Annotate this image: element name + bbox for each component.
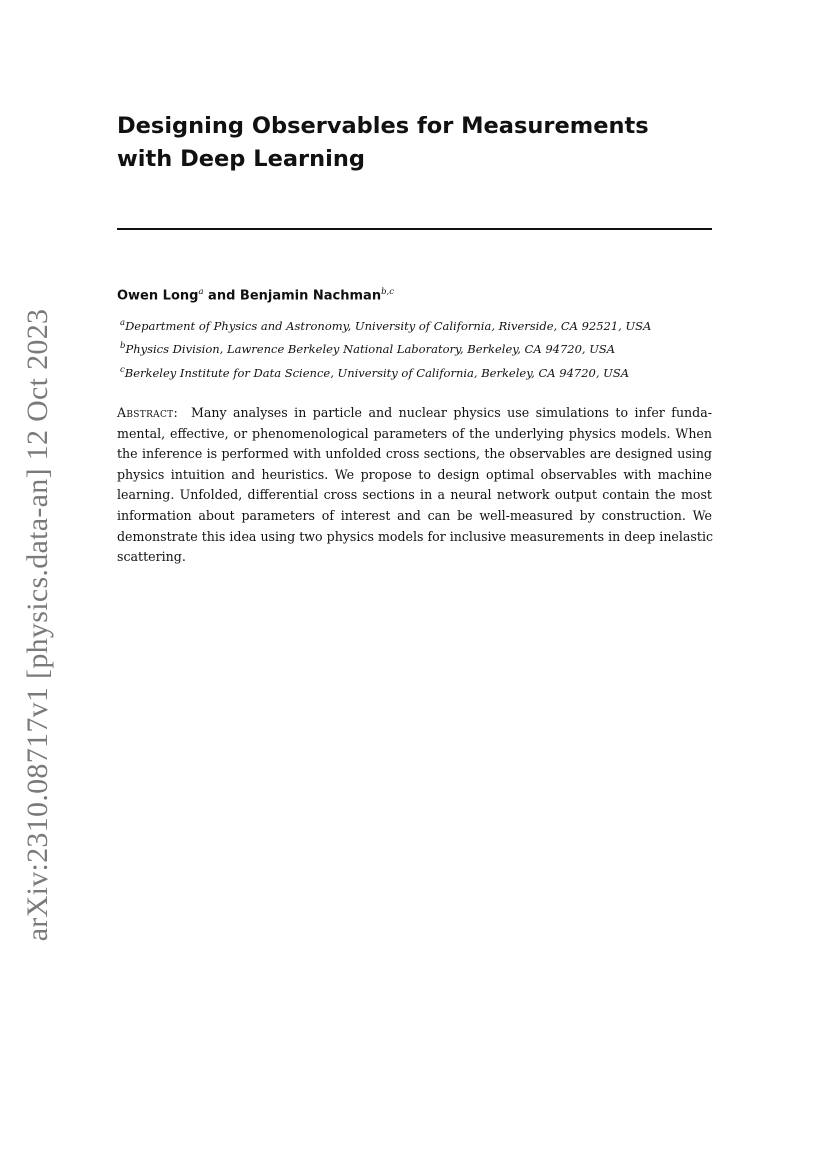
abstract-line: physics intuition and heuristics. We propose to design optimal observables with machine (117, 466, 712, 482)
abstract-line: scattering. (117, 549, 186, 565)
affiliation-text: Department of Physics and Astronomy, University of California, Riverside, CA 92521, USA (125, 318, 652, 333)
affiliation-mark: a (120, 318, 126, 328)
abstract-line: information about parameters of interest and can be well-measured by construction. We (117, 507, 712, 523)
author-list (117, 287, 394, 303)
affiliation-text: Physics Division, Lawrence Berkeley National Laboratory, Berkeley, CA 94720, USA (125, 342, 616, 357)
affiliation-text: Berkeley Institute for Data Science, University of California, Berkeley, CA 94720, USA (124, 365, 630, 380)
abstract-line: demonstrate this idea using two physics models for inclusive measurements in deep inelastic (117, 528, 714, 544)
abstract-label: Abstract: (117, 405, 178, 420)
abstract-line: the inference is performed with unfolded cross sections, the observables are designed using (117, 446, 712, 462)
author-name: Benjamin Nachman (239, 288, 382, 304)
abstract-line: learning. Unfolded, differential cross sections in a neural network output contain the most (117, 487, 712, 503)
abstract (117, 403, 712, 568)
paper-title (117, 110, 717, 176)
affiliation-mark: b (120, 341, 126, 352)
author-conjunction: and (203, 288, 240, 304)
author-affiliation-mark: a (198, 287, 204, 297)
abstract-text: Many analyses in particle and nuclear physics use simulations to infer funda- (190, 405, 712, 420)
abstract-line: mental, effective, or phenomenological parameters of the underlying physics models. When (117, 425, 712, 441)
affiliation (120, 336, 651, 359)
title-line-2: with Deep Learning (117, 146, 365, 172)
abstract-line (117, 403, 712, 424)
title-line-1: Designing Observables for Measurements (117, 113, 649, 139)
affiliation (120, 313, 651, 336)
affiliation (120, 360, 651, 383)
arxiv-identifier-stamp: arXiv:2310.08717v1 [physics.data-an] 12 Oct 2023 (21, 308, 54, 942)
title-divider (117, 228, 712, 230)
affiliation-list (120, 313, 651, 383)
author-affiliation-mark: b,c (381, 287, 394, 297)
author-name: Owen Long (117, 288, 199, 304)
affiliation-mark: c (120, 364, 125, 375)
